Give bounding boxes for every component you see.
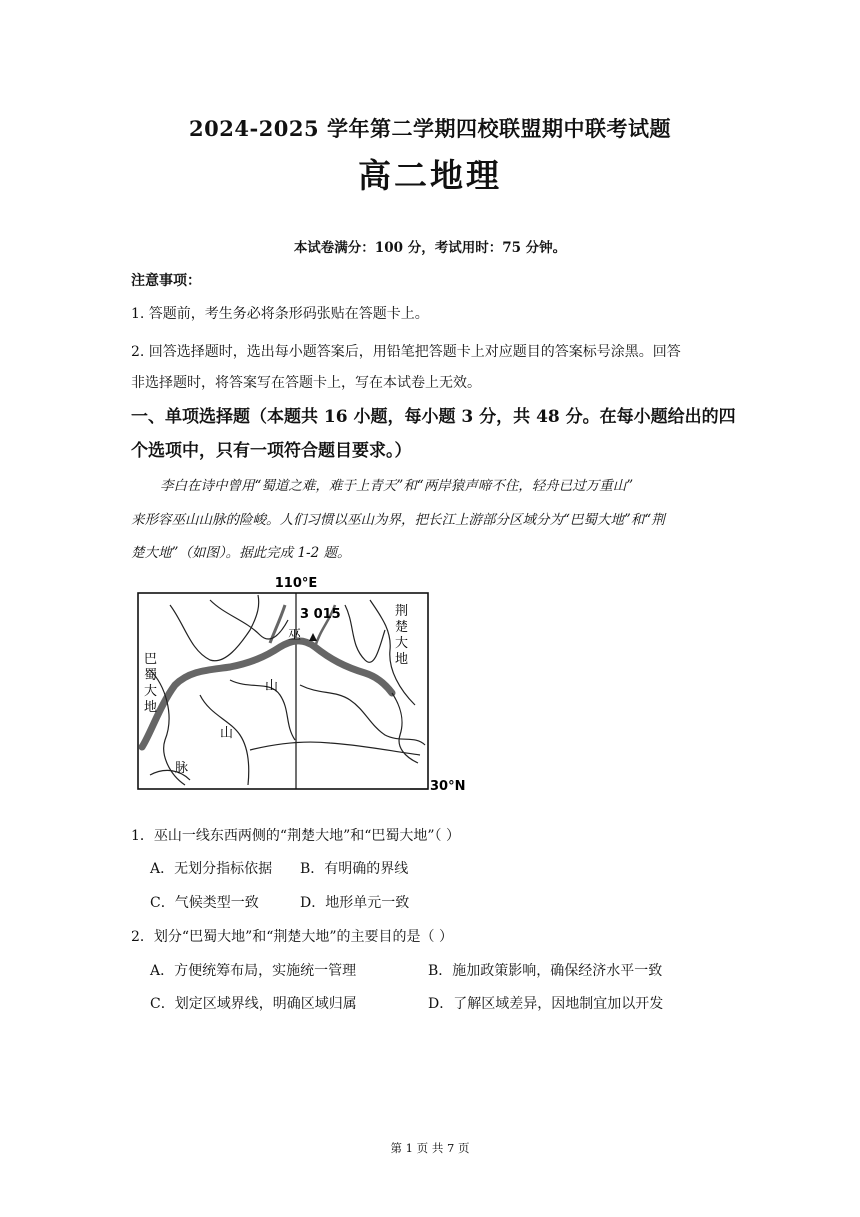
jingchu-char: 荆 — [395, 604, 409, 619]
river-tributary-1 — [270, 605, 285, 643]
exam-title: 2024-2025 学年第二学期四校联盟期中联考试题 — [189, 116, 671, 141]
question-1-option-a[interactable]: A．无划分指标依据 — [150, 861, 273, 877]
note-item-1: 1. 答题前，考生务必将条形码张贴在答题卡上。 — [131, 306, 429, 322]
notes-heading: 注意事项： — [131, 273, 201, 289]
page-footer: 第 1 页 共 7 页 — [390, 1141, 470, 1155]
question-1-option-c[interactable]: C．气候类型一致 — [150, 895, 259, 911]
note-item-2-line1: 2. 回答选择题时，选出每小题答案后，用铅笔把答题卡上对应题目的答案标号涂黑。回答 — [131, 344, 681, 360]
question-2-option-a[interactable]: A．方便统筹布局，实施统一管理 — [150, 963, 357, 979]
section1-heading-line2: 个选项中，只有一项符合题目要求。） — [131, 441, 412, 461]
passage-line3: 楚大地”（如图）。据此完成 1-2 题。 — [131, 545, 351, 561]
wu-label: 巫 — [288, 628, 302, 643]
subject-title: 高二地理 — [358, 156, 502, 195]
question-2-stem: 2．划分“巴蜀大地”和“荆楚大地”的主要目的是（ ） — [131, 929, 453, 945]
question-1-option-b[interactable]: B．有明确的界线 — [300, 861, 409, 877]
question-2-option-b[interactable]: B．施加政策影响，确保经济水平一致 — [428, 963, 663, 979]
bashu-char: 地 — [144, 700, 158, 715]
question-1-option-d[interactable]: D．地形单元一致 — [300, 895, 410, 911]
bashu-char: 蜀 — [144, 668, 158, 683]
terrain-line — [230, 680, 295, 740]
question-2-option-d[interactable]: D．了解区域差异，因地制宜加以开发 — [428, 996, 664, 1012]
terrain-line — [210, 600, 288, 639]
bashu-char: 巴 — [144, 652, 158, 667]
section1-heading-line1: 一、单项选择题（本题共 16 小题，每小题 3 分，共 48 分。在每小题给出的四 — [131, 407, 736, 427]
terrain-line — [300, 685, 425, 745]
note-item-2-line2: 非选择题时，将答案写在答题卡上，写在本试卷上无效。 — [131, 375, 481, 391]
jingchu-char: 楚 — [395, 620, 409, 635]
terrain-line — [170, 595, 259, 661]
peak-icon — [309, 633, 317, 641]
jingchu-char: 地 — [395, 652, 409, 667]
jingchu-char: 大 — [395, 636, 409, 651]
shan-label-1: 山 — [265, 679, 279, 694]
mai-label: 脉 — [175, 761, 189, 776]
bashu-char: 大 — [144, 684, 158, 699]
lat-label: 30°N — [430, 779, 466, 794]
terrain-line — [250, 742, 420, 755]
question-2-option-c[interactable]: C．划定区域界线，明确区域归属 — [150, 996, 357, 1012]
shan-label-2: 山 — [220, 726, 234, 741]
passage-line1: 李白在诗中曾用“蜀道之难，难于上青天”和“两岸猿声啼不住，轻舟已过万重山” — [160, 478, 634, 494]
question-1-stem: 1．巫山一线东西两侧的“荆楚大地”和“巴蜀大地”（ ） — [131, 828, 460, 844]
exam-info: 本试卷满分：100 分，考试用时：75 分钟。 — [293, 240, 567, 256]
peak-label: 3 015 — [300, 607, 341, 622]
lon-label: 110°E — [274, 576, 318, 591]
wushan-map — [130, 575, 475, 800]
passage-line2: 来形容巫山山脉的险峻。人们习惯以巫山为界，把长江上游部分区域分为“巴蜀大地”和“荆 — [131, 512, 665, 528]
